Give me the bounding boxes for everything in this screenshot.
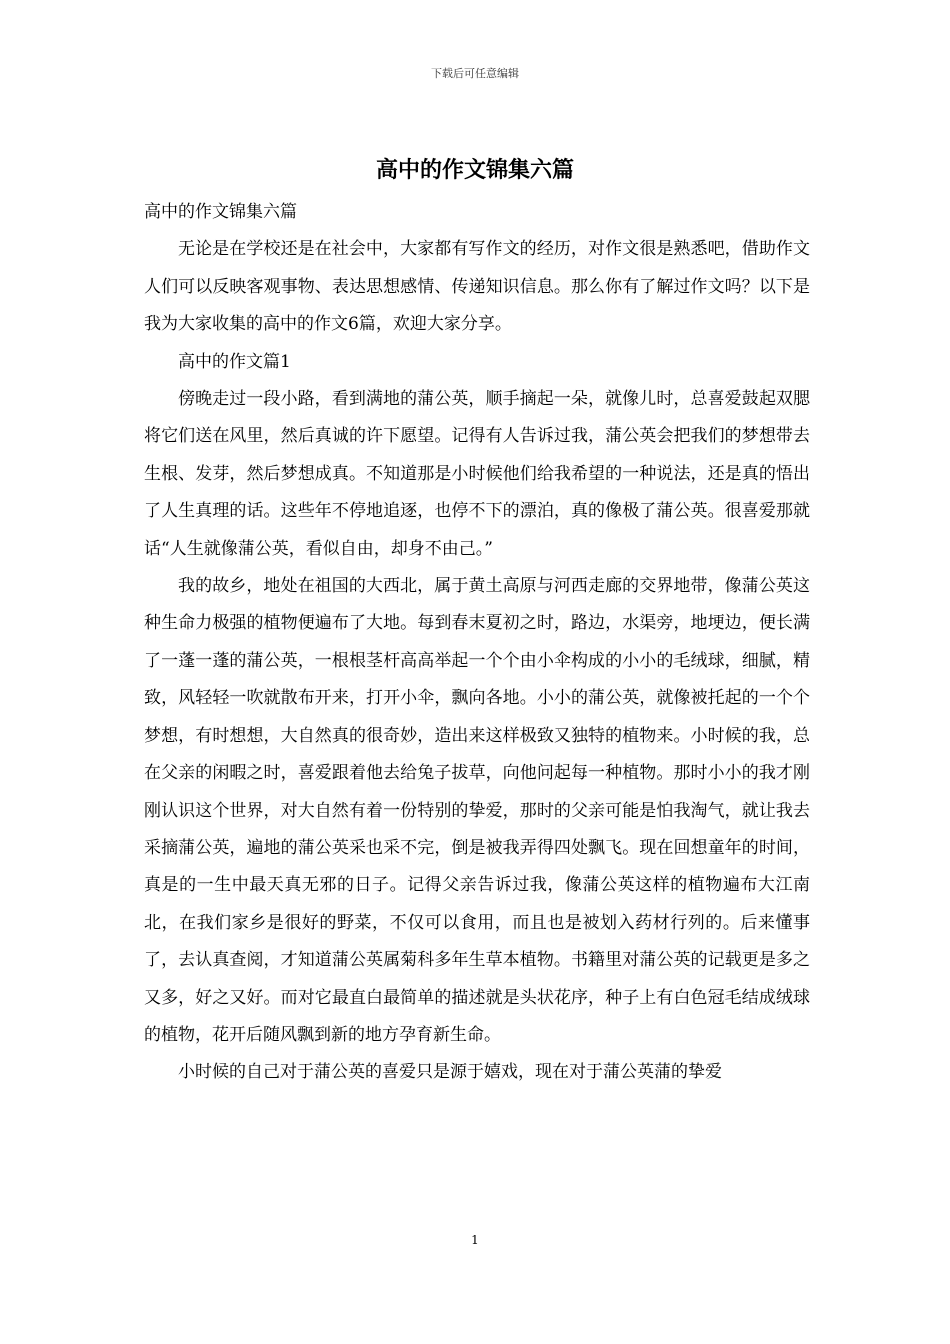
document-body (144, 194, 810, 1092)
document-title: 高中的作文锦集六篇 (375, 157, 574, 183)
page-header: 下载后可任意编辑 (431, 67, 519, 80)
paragraph: 小时候的自己对于蒲公英的喜爱只是源于嬉戏，现在对于蒲公英蒲的挚爱 (178, 1062, 722, 1083)
paragraph: 傍晚走过一段小路，看到满地的蒲公英，顺手摘起一朵，就像儿时，总喜爱鼓起双腮将它们送在风里，然后真诚的许下愿望。记得有人告诉过我，蒲公英会把我们的梦想带去生根、发芽，然后梦想成真。不知道那是小时候他们给我希望的一种说法，还是真的悟出了人生真理的话。这些年不停地追逐，也停不下的漂泊，真的像极了蒲公英。很喜爱那就话“人生就像蒲公英，看似自由，却身不由己。” (144, 389, 810, 559)
paragraph: 我的故乡，地处在祖国的大西北，属于黄土高原与河西走廊的交界地带，像蒲公英这种生命力极强的植物便遍布了大地。每到春末夏初之时，路边，水渠旁，地埂边，便长满了一蓬一蓬的蒲公英，一根根茎杆高高举起一个个由小伞构成的小小的毛绒球，细腻，精致，风轻轻一吹就散布开来，打开小伞，飘向各地。小小的蒲公英，就像被托起的一个个梦想，有时想想，大自然真的很奇妙，造出来这样极致又独特的植物来。小时候的我，总在父亲的闲暇之时，喜爱跟着他去给兔子拔草，向他问起每一种植物。那时小小的我才刚刚认识这个世界，对大自然有着一份特别的挚爱，那时的父亲可能是怕我淘气，就让我去采摘蒲公英，遍地的蒲公英采也采不完，倒是被我弄得四处飘飞。现在回想童年的时间，真是的一生中最天真无邪的日子。记得父亲告诉过我，像蒲公英这样的植物遍布大江南北，在我们家乡是很好的野菜，不仅可以食用，而且也是被划入药材行列的。后来懂事了，去认真查阅，才知道蒲公英属菊科多年生草本植物。书籍里对蒲公英的记载更是多之又多，好之又好。而对它最直白最简单的描述就是头状花序，种子上有白色冠毛结成绒球的植物，花开后随风飘到新的地方孕育新生命。 (144, 576, 810, 1045)
paragraph: 高中的作文锦集六篇 (144, 202, 297, 222)
paragraph: 无论是在学校还是在社会中，大家都有写作文的经历，对作文很是熟悉吧，借助作文人们可以反映客观事物、表达思想感情、传递知识信息。那么你有了解过作文吗？以下是我为大家收集的高中的作文6篇，欢迎大家分享。 (144, 239, 810, 335)
page-number: 1 (471, 1233, 479, 1247)
section-heading: 高中的作文篇1 (178, 351, 291, 372)
